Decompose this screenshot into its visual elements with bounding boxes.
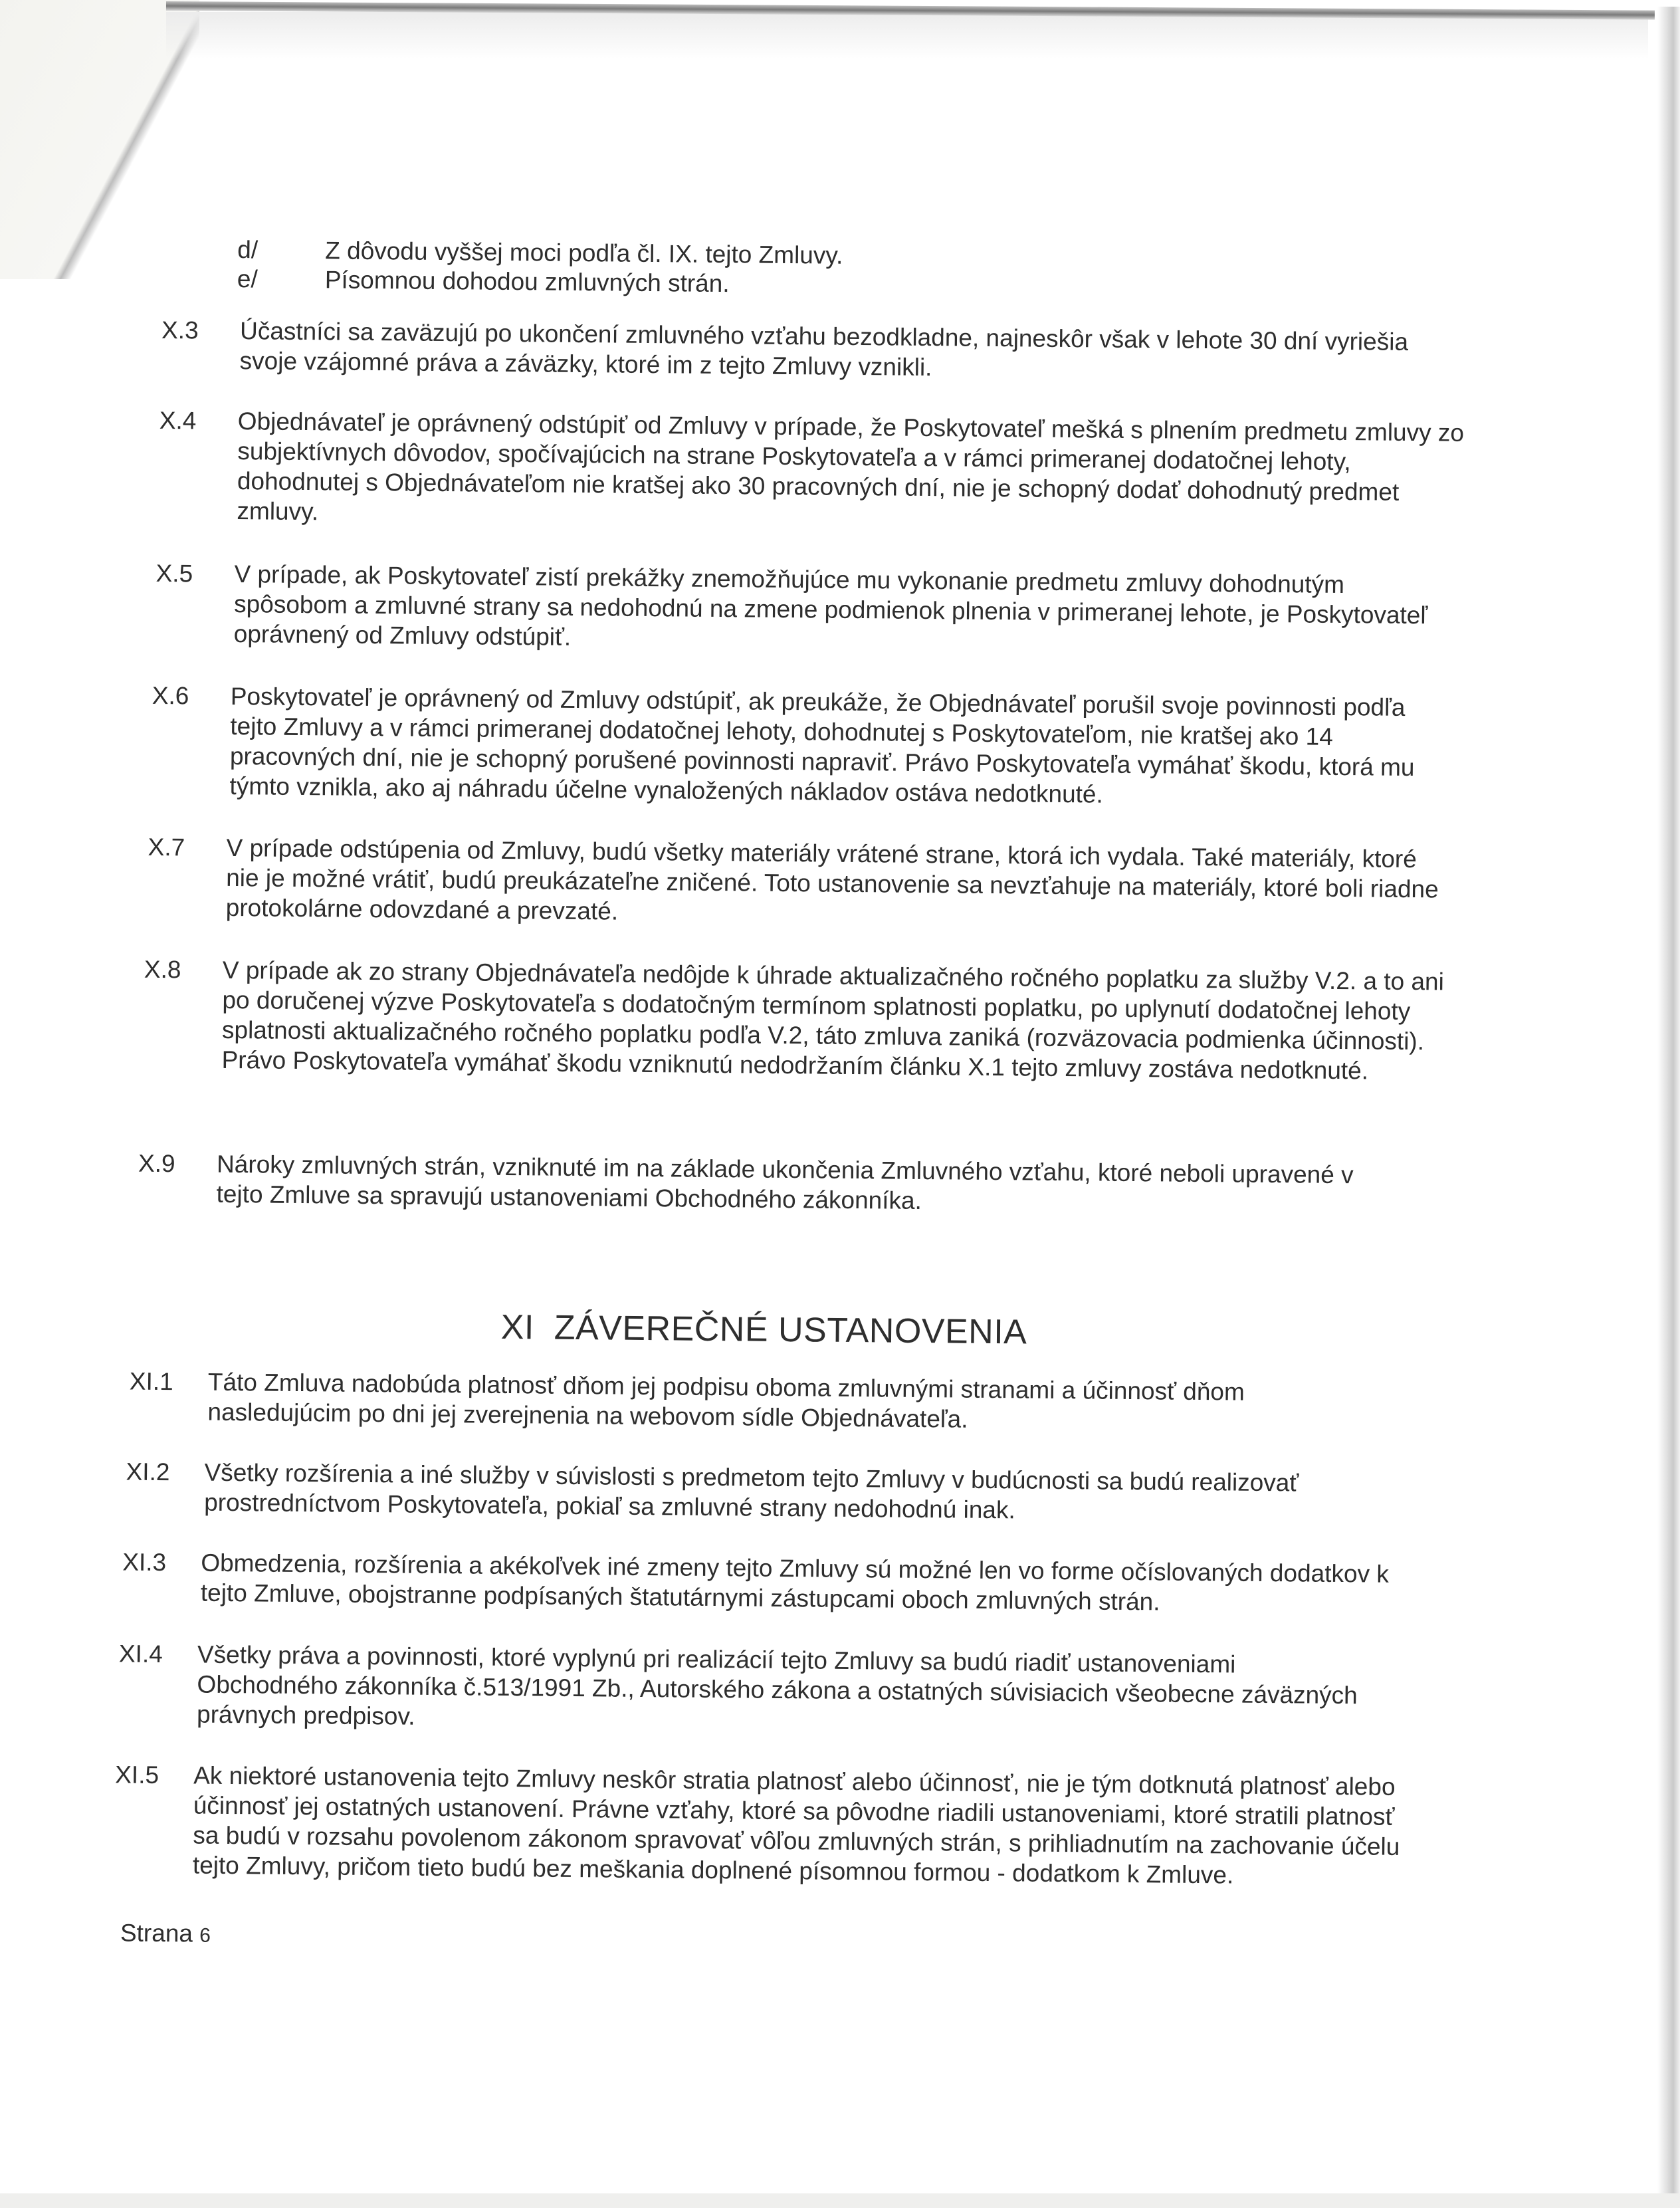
clause-number: X.4 — [159, 406, 197, 435]
clause-text: V prípade odstúpenia od Zmluvy, budú všetky materiály vrátené strane, ktorá ich vydala. Také materiály, ktoré nie je možné vrátiť, budú preukázateľne zničené. Toto ustanovenie sa nevzťahuje na materiály, ktoré boli riadne protokolárne odovzdané a prevzaté. — [225, 833, 1439, 925]
clause-text: Účastníci sa zaväzujú po ukončení zmluvného vzťahu bezodkladne, najneskôr však v lehote 30 dní vyriešia svoje vzájomné práva a záväzky, ktoré im z tejto Zmluvy vznikli. — [239, 317, 1409, 382]
clause-x8 — [143, 954, 1450, 1087]
item-text: Z dôvodu vyššej moci podľa čl. IX. tejto Zmluvy. — [325, 237, 843, 269]
page-number: 6 — [199, 1924, 211, 1947]
clause-number: X.3 — [161, 316, 199, 344]
page-label: Strana — [120, 1919, 193, 1947]
clause-x7 — [148, 832, 1444, 935]
clause-number: XI.5 — [115, 1761, 159, 1789]
clause-number: X.6 — [152, 681, 189, 710]
clause-text: V prípade, ak Poskytovateľ zistí prekážky znemožňujúce mu vykonanie predmetu zmluvy dohodnutým spôsobom a zmluvné strany sa nedohodnú na zmene podmienok plnenia v primeranej lehote, je Poskytovateľ oprávnený od Zmluvy odstúpiť. — [233, 560, 1428, 651]
clause-x9 — [138, 1149, 1401, 1220]
page-footer — [120, 1919, 211, 1947]
clause-xi1 — [129, 1367, 1392, 1438]
clause-xi2 — [126, 1457, 1432, 1529]
clause-text: Poskytovateľ je oprávnený od Zmluvy odstúpiť, ak preukáže, že Objednávateľ porušil svoje povinnosti podľa tejto Zmluvy a v rámci primeranej dodatočnej lehoty, dohodnutej s Poskytovateľom, nie kratšej ako 14 pracovných dní, nie je schopný porušené povinnosti napraviť. Právo Poskytovateľa vymáhať škodu, ktorá mu týmto vznikla, ako aj náhradu účelne vynaložených nákladov ostáva nedotknuté. — [229, 682, 1415, 808]
clause-number: X.5 — [156, 559, 193, 588]
item-label: d/ — [237, 236, 259, 264]
clause-text: Táto Zmluva nadobúda platnosť dňom jej podpisu oboma zmluvnými stranami a účinnosť dňom nasledujúcim po dni jej zverejnenia na webovom sídle Objednávateľa. — [207, 1368, 1245, 1433]
clause-number: XI.2 — [126, 1458, 170, 1486]
clause-number: X.8 — [144, 955, 181, 984]
item-text: Písomnou dohodou zmluvných strán. — [324, 266, 730, 298]
clause-text: Všetky práva a povinnosti, ktoré vyplynú pri realizácií tejto Zmluvy sa budú riadiť ustanoveniami Obchodného zákonníka č.513/1991 Zb., Autorského zákona a ostatných súvisiacich všeobecne záväzných právnych predpisov. — [196, 1640, 1358, 1730]
clause-xi5 — [114, 1759, 1418, 1892]
clause-x4 — [158, 405, 1465, 538]
clause-number: XI.3 — [122, 1548, 167, 1577]
clause-text: Objednávateľ je oprávnený odstúpiť od Zmluvy v prípade, že Poskytovateľ mešká s plnením predmetu zmluvy zo subjektívnych dôvodov, spočívajúcich na strane Poskytovateľa a v rámci primeranej dodatočnej lehoty, dohodnutej s Objednávateľom nie kratšej ako 30 pracovných dní, nie je schopný dodať dohodnutý predmet zmluvy. — [237, 407, 1465, 526]
clause-xi3 — [122, 1547, 1429, 1619]
clause-number: XI.1 — [129, 1367, 173, 1396]
clause-number: X.7 — [148, 833, 185, 861]
clause-xi4 — [118, 1638, 1382, 1740]
clause-number: XI.4 — [118, 1640, 163, 1668]
clause-text: Všetky rozšírenia a iné služby v súvislosti s predmetom tejto Zmluvy v budúcnosti sa budú realizovať prostredníctvom Poskytovateľa, pokiaľ sa zmluvné strany nedohodnú inak. — [203, 1458, 1299, 1524]
clause-number: X.9 — [138, 1149, 175, 1178]
clause-x3 — [161, 315, 1457, 387]
item-label: e/ — [237, 265, 258, 293]
clause-text: Nároky zmluvných strán, vzniknuté im na základe ukončenia Zmluvného vzťahu, ktoré neboli upravené v tejto Zmluve sa spravujú ustanoveniami Obchodného zákonníka. — [216, 1150, 1354, 1214]
clause-text: Ak niektoré ustanovenia tejto Zmluvy neskôr stratia platnosť alebo účinnosť, nie je tým dotknutá platnosť alebo účinnosť jej ostatných ustanovení. Právne vzťahy, ktoré sa pôvodne riadili ustanoveniami, ktoré stratili platnosť sa budú v rozsahu povolenom zákonom spravovať vôľou zmluvných strán, s prihliadnutím na zachovanie účelu tejto Zmluvy, pričom tieto budú bez meškania doplnené písomnou formou - dodatkom k Zmluve. — [192, 1761, 1400, 1889]
clause-text: Obmedzenia, rozšírenia a akékoľvek iné zmeny tejto Zmluvy sú možné len vo forme očíslovaných dodatkov k tejto Zmluve, obojstranne podpísaných štatutárnymi zástupcami oboch zmluvných strán. — [200, 1549, 1390, 1616]
clause-x6 — [151, 681, 1458, 813]
clause-x5 — [156, 558, 1462, 661]
clause-text: V prípade ak zo strany Objednávateľa nedôjde k úhrade aktualizačného ročného poplatku za služby V.2. a to ani po doručenej výzve Poskytovateľa s dodatočným termínom splatnosti poplatku, po uplynutí dodatočnej lehoty splatnosti aktualizačného ročného poplatku podľa V.2, táto zmluva zaniká (rozväzovacia podmienka účinnosti). Právo Poskytovateľa vymáhať škodu vzniknutú nedodržaním článku X.1 tejto zmluvy zostáva nedotknuté. — [221, 956, 1445, 1085]
section-heading: XI ZÁVEREČNÉ USTANOVENIA — [500, 1307, 1027, 1352]
